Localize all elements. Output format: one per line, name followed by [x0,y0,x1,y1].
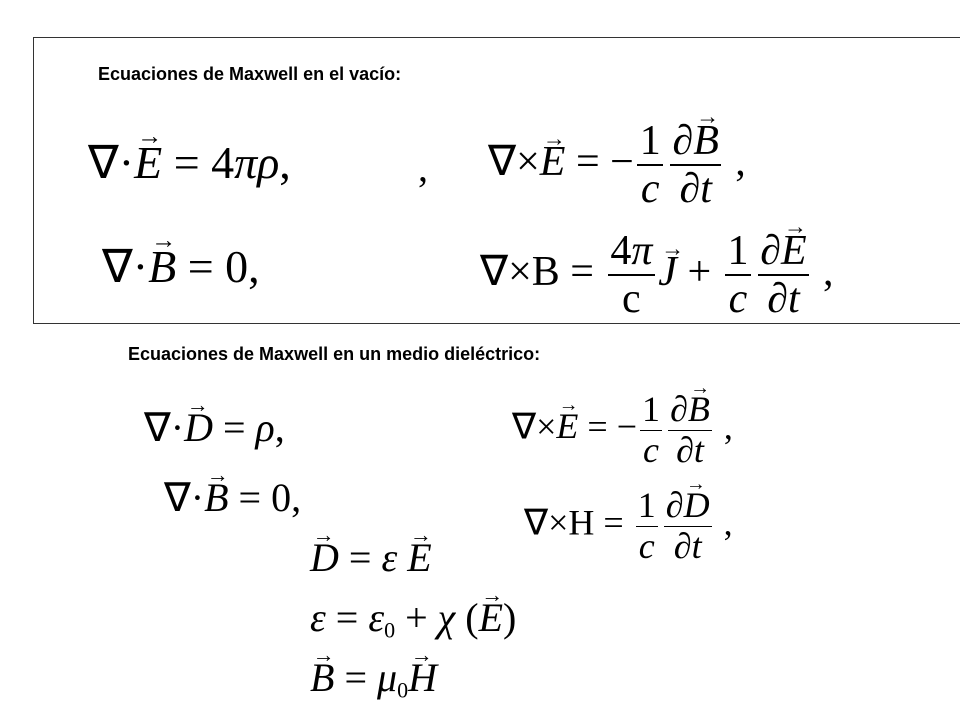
permittivity-relation: $\varepsilon = \varepsilon_0 + \chi$ (→ E) [310,598,516,642]
dielectric-gauss-electric-equation: ∇·→ D = ρ, [144,408,285,448]
displacement-relation: → D = ε → E [310,538,432,578]
dielectric-heading: Ecuaciones de Maxwell en un medio dieléctrico: [128,344,541,364]
separator-comma: , [418,145,428,190]
vacuum-gauss-magnetic-equation: ∇·→ B = 0, [102,244,260,290]
dielectric-gauss-magnetic-equation: ∇·→ B = 0, [164,478,301,518]
vacuum-ampere-equation: ∇×B = $\frac{4\pi}{c}$ → J + $\frac{1}{c}$ $\frac{\partial\to E}{\partial t}$ , [480,228,834,322]
vacuum-heading: Ecuaciones de Maxwell en el vacío: [98,64,402,84]
vacuum-faraday-equation: ∇×→ E = − $\frac{1}{c}$ $\frac{\partial\to B}{\partial t}$ , [488,118,746,212]
dielectric-ampere-equation: ∇×H = $\frac{1}{c}$ $\frac{\partial\to D}{\partial t}$ , [524,486,733,566]
dielectric-faraday-equation: ∇×→ E = − $\frac{1}{c}$ $\frac{\partial\to B}{\partial t}$ , [512,390,733,470]
magnetic-relation: → $B = \mu_0\to H$ [310,658,437,702]
vacuum-gauss-electric-equation: ∇·→ E = 4πρ, [88,140,291,186]
